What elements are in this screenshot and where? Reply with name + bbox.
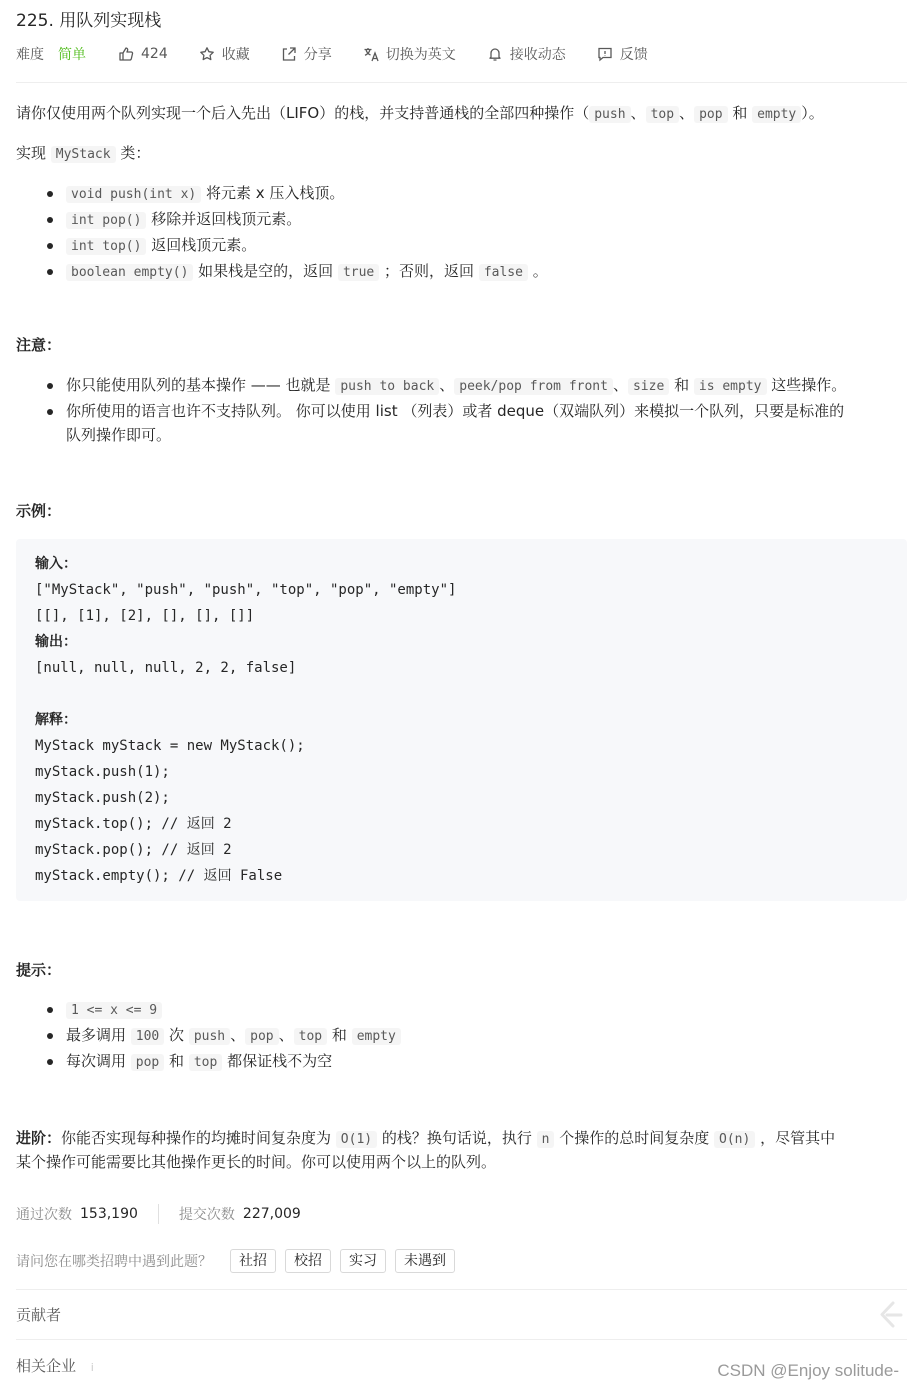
code-line: MyStack myStack = new MyStack();: [35, 738, 305, 754]
stats-divider: [158, 1204, 159, 1224]
advanced-label: 进阶：: [16, 1129, 62, 1147]
text: 最多调用: [66, 1026, 131, 1044]
text: 、: [630, 104, 646, 122]
favorite-button[interactable]: [199, 44, 250, 64]
difficulty-badge: 简单: [58, 47, 86, 63]
output-label: 输出：: [35, 634, 77, 650]
code-line: myStack.pop(); // 返回 2: [35, 842, 232, 858]
submission-stats: [16, 1202, 301, 1226]
list-item: [16, 181, 548, 207]
text: ）。: [801, 104, 824, 122]
list-item: 你只能使用队列的基本操作 —— 也就是 push to back 、 peek/pop from front 、 size 和 is empty 这些操作。: [16, 373, 846, 399]
inline-code: MyStack: [51, 146, 116, 163]
text: 和: [331, 1026, 347, 1044]
companies-label: 相关企业: [16, 1357, 77, 1375]
difficulty-label: 难度: [16, 47, 44, 63]
code-line: myStack.push(1);: [35, 764, 170, 780]
accepted-label: 通过次数: [16, 1207, 72, 1223]
tag-social-recruit[interactable]: 社招: [230, 1249, 276, 1273]
text: 和: [169, 1052, 185, 1070]
inline-code: pop: [245, 1028, 278, 1045]
bell-icon: [487, 46, 503, 62]
text: 、: [679, 104, 695, 122]
example-code-block: [16, 539, 907, 901]
text: 你所使用的语言也许不支持队列。 你可以使用 list （列表）或者 deque（双端队列）来模拟一个队列，只要是标准的: [66, 402, 845, 420]
thumbs-up-icon: [118, 46, 134, 62]
problem-meta-bar: [16, 42, 679, 66]
text: 类：: [115, 144, 151, 162]
text: 将元素 x 压入栈顶。: [201, 184, 345, 202]
text: 个操作的总时间复杂度: [554, 1129, 715, 1147]
text: 次: [164, 1026, 189, 1044]
inline-code: int top(): [66, 238, 146, 255]
list-item: 最多调用 100 次 push 、 pop 、 top 和 empty: [16, 1023, 401, 1049]
inline-code: O(1): [336, 1131, 377, 1148]
notes-list: [16, 373, 846, 447]
inline-code: is empty: [694, 378, 767, 395]
inline-code: O(n): [714, 1131, 755, 1148]
text: 实现: [16, 144, 51, 162]
contributors-label: 贡献者: [16, 1306, 62, 1324]
inline-code: true: [338, 264, 379, 281]
text: 返回栈顶元素。: [146, 236, 257, 254]
switch-language-button[interactable]: [363, 44, 456, 64]
list-item: [16, 233, 548, 259]
inline-code: push: [189, 1028, 230, 1045]
advanced-line-1: [16, 1126, 907, 1152]
tag-not-encountered[interactable]: 未遇到: [395, 1249, 455, 1273]
inline-code: top: [189, 1054, 222, 1071]
list-item: [16, 1049, 401, 1075]
input-label: 输入：: [35, 556, 77, 572]
hints-heading: 提示：: [16, 961, 62, 979]
hints-list: [16, 997, 401, 1075]
contributors-section[interactable]: [16, 1302, 907, 1328]
recruit-question: 请问您在哪类招聘中遇到此题？: [16, 1253, 212, 1270]
text: 都保证栈不为空: [222, 1052, 333, 1070]
accepted-count: 153,190: [80, 1206, 138, 1222]
inline-code: empty: [352, 1028, 401, 1045]
list-item: [16, 997, 401, 1023]
text: 如果栈是空的，返回: [193, 262, 338, 280]
share-icon: [281, 46, 297, 62]
info-icon: ⅰ: [90, 1361, 94, 1374]
text: 队列操作即可。: [66, 426, 172, 444]
text: 。: [527, 262, 548, 280]
method-list: [16, 181, 548, 285]
text: 和: [732, 104, 748, 122]
header-divider: [16, 82, 907, 83]
inline-code: top: [294, 1028, 327, 1045]
code-line: myStack.top(); // 返回 2: [35, 816, 232, 832]
example-line: [[], [1], [2], [], [], []]: [35, 608, 255, 624]
share-button[interactable]: [281, 44, 332, 64]
inline-code: peek/pop from front: [454, 378, 613, 395]
list-item: [16, 207, 548, 233]
star-icon: [199, 46, 215, 62]
tag-internship[interactable]: 实习: [340, 1249, 386, 1273]
text: 请你仅使用两个队列实现一个后入先出（LIFO）的栈，并支持普通栈的全部四种操作（: [16, 104, 590, 122]
recruit-survey: [16, 1248, 464, 1273]
code-line: myStack.push(2);: [35, 790, 170, 806]
text: ；否则，返回: [379, 262, 479, 280]
text: 这些操作。: [766, 376, 847, 394]
text: 你只能使用队列的基本操作 —— 也就是: [66, 376, 336, 394]
description-class: [16, 141, 907, 167]
subscribe-button[interactable]: [487, 44, 566, 64]
like-button[interactable]: [118, 46, 168, 62]
blank-line: [35, 681, 888, 707]
submitted-label: 提交次数: [178, 1207, 235, 1223]
favorite-label: 收藏: [221, 47, 250, 63]
inline-code: boolean empty(): [66, 264, 193, 281]
example-line: ["MyStack", "push", "push", "top", "pop", "empty"]: [35, 582, 457, 598]
text: 和: [674, 376, 690, 394]
watermark: CSDN @Enjoy solitude-: [717, 1361, 899, 1380]
inline-code: pop: [131, 1054, 164, 1071]
inline-code: false: [479, 264, 528, 281]
feedback-label: 反馈: [619, 47, 648, 63]
feedback-icon: [597, 46, 613, 62]
translate-icon: [363, 46, 379, 62]
subscribe-label: 接收动态: [509, 47, 566, 63]
list-item-continuation: [16, 423, 846, 447]
switch-language-label: 切换为英文: [385, 47, 456, 63]
feedback-button[interactable]: [597, 44, 648, 64]
example-line: [null, null, null, 2, 2, false]: [35, 660, 297, 676]
inline-code: 100: [131, 1028, 164, 1045]
text: ，尽管其中: [755, 1129, 836, 1147]
like-count: 424: [141, 46, 168, 62]
list-item: [16, 259, 548, 285]
inline-code: size: [628, 378, 669, 395]
notes-heading: 注意：: [16, 336, 62, 354]
text: 移除并返回栈顶元素。: [146, 210, 302, 228]
inline-code: void push(int x): [66, 186, 201, 203]
description-intro: [16, 101, 907, 127]
section-divider: [16, 1339, 907, 1340]
text: 每次调用: [66, 1052, 131, 1070]
section-divider: [16, 1289, 907, 1290]
inline-code: int pop(): [66, 212, 146, 229]
list-item: [16, 399, 846, 423]
explain-label: 解释：: [35, 712, 77, 728]
inline-code: top: [646, 106, 679, 123]
text: 的栈？换句话说，执行: [377, 1129, 537, 1147]
submitted-count: 227,009: [242, 1206, 301, 1222]
advanced-line-2: 某个操作可能需要比其他操作更长的时间。你可以使用两个以上的队列。: [16, 1153, 497, 1171]
inline-code: push to back: [335, 378, 439, 395]
leetcode-logo-icon: [873, 1298, 907, 1332]
share-label: 分享: [303, 47, 332, 63]
inline-code: push: [589, 106, 630, 123]
text: 你能否实现每种操作的均摊时间复杂度为: [61, 1129, 336, 1147]
inline-code: empty: [752, 106, 801, 123]
inline-code: 1 <= x <= 9: [66, 1002, 162, 1019]
inline-code: n: [537, 1131, 555, 1148]
code-line: myStack.empty(); // 返回 False: [35, 868, 283, 884]
problem-title: 225. 用队列实现栈: [16, 11, 162, 31]
inline-code: pop: [694, 106, 727, 123]
tag-campus-recruit[interactable]: 校招: [285, 1249, 331, 1273]
example-heading: 示例：: [16, 502, 62, 520]
